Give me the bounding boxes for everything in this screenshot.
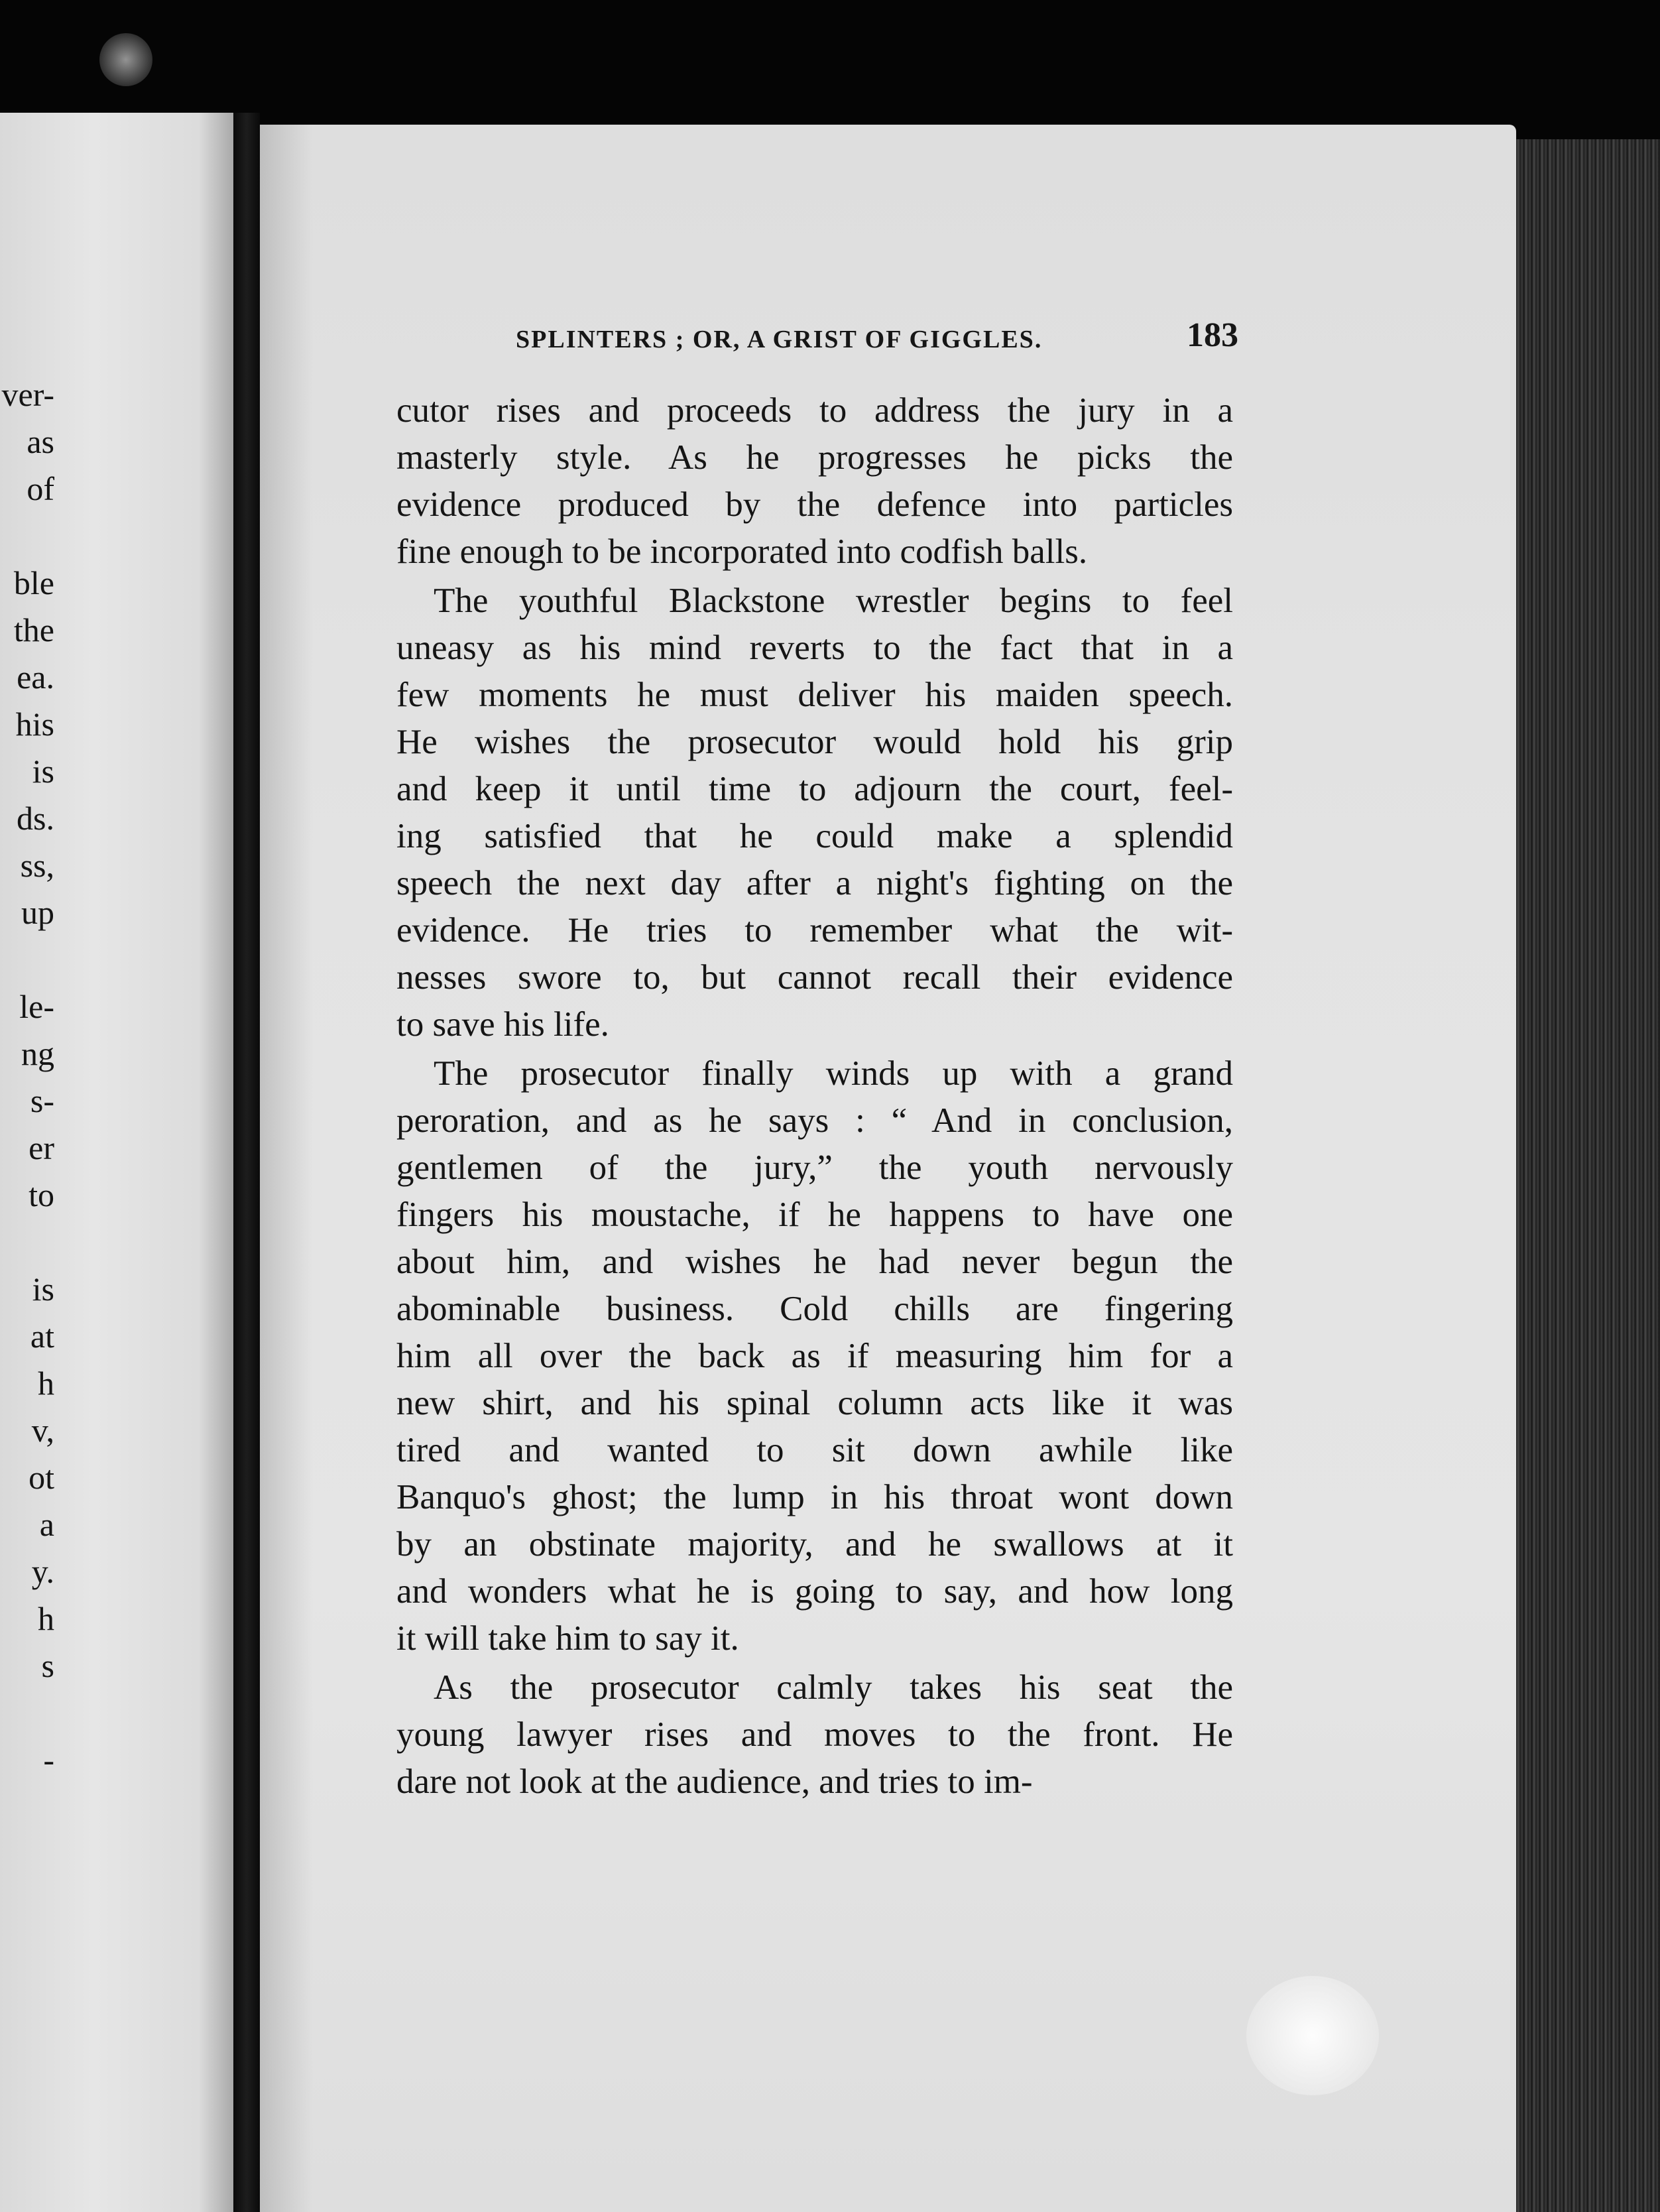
previous-page-line xyxy=(0,842,233,889)
previous-page-line xyxy=(0,1595,233,1642)
text-line: about him, and wishes he had never begun the xyxy=(396,1243,1233,1281)
previous-page-line xyxy=(0,936,233,983)
page-body-text xyxy=(396,387,1233,1806)
previous-page-line xyxy=(0,371,233,418)
previous-page-line xyxy=(0,1690,233,1737)
previous-page-fragment-text: as xyxy=(27,423,54,460)
previous-page-fragment-text: of xyxy=(27,470,54,507)
previous-page-line xyxy=(0,795,233,842)
previous-page-line xyxy=(0,1737,233,1784)
text-line: tired and wanted to sit down awhile like xyxy=(396,1431,1233,1469)
previous-page-fragment-text: h xyxy=(38,1600,54,1637)
running-head: SPLINTERS ; OR, A GRIST OF GIGGLES. xyxy=(516,326,1043,353)
previous-page-line xyxy=(0,607,233,654)
text-line: peroration, and as he says : “ And in conclusion, xyxy=(396,1101,1233,1140)
previous-page-fragment-text: ot xyxy=(29,1459,54,1496)
previous-page-line xyxy=(0,418,233,465)
text-line: evidence. He tries to remember what the wit- xyxy=(396,911,1233,950)
previous-page-fragment-text: ea. xyxy=(17,658,54,696)
previous-page-line xyxy=(0,1407,233,1454)
text-line: ing satisfied that he could make a splendid xyxy=(396,817,1233,855)
previous-page-fragment-text: the xyxy=(13,611,54,648)
text-line: cutor rises and proceeds to address the jury in a xyxy=(396,391,1233,430)
previous-page-line xyxy=(0,889,233,936)
text-line: Banquo's ghost; the lump in his throat wont down xyxy=(396,1478,1233,1516)
previous-page-fragment-text: ble xyxy=(13,564,54,601)
page-edges xyxy=(1516,139,1660,2212)
text-line: abominable business. Cold chills are fingering xyxy=(396,1290,1233,1328)
previous-page-fragment-text: er xyxy=(29,1129,54,1166)
light-smudge xyxy=(1246,1976,1379,2095)
previous-page-fragment-text: y. xyxy=(31,1553,54,1590)
previous-page-line xyxy=(0,1125,233,1172)
page-header xyxy=(516,316,1238,362)
text-line: evidence produced by the defence into particles xyxy=(396,485,1233,524)
paragraph xyxy=(396,1050,1233,1662)
previous-page-fragment-text: is xyxy=(32,1270,54,1308)
previous-page-fragment-text: up xyxy=(21,894,54,931)
text-line: young lawyer rises and moves to the front. He xyxy=(396,1715,1233,1754)
page-number: 183 xyxy=(1187,316,1238,354)
previous-page-line xyxy=(0,1030,233,1077)
text-line: speech the next day after a night's fighting on the xyxy=(396,864,1233,902)
paragraph xyxy=(396,1664,1233,1806)
previous-page-line xyxy=(0,1548,233,1595)
previous-page-fragment-text: to xyxy=(29,1176,54,1213)
text-line: gentlemen of the jury,” the youth nervously xyxy=(396,1148,1233,1187)
previous-page-fragment-text: le- xyxy=(19,988,54,1025)
previous-page-line xyxy=(0,654,233,701)
previous-page-fragment-text: h xyxy=(38,1365,54,1402)
paragraph xyxy=(396,387,1233,576)
text-line: nesses swore to, but cannot recall their evidence xyxy=(396,958,1233,997)
previous-page-line xyxy=(0,1313,233,1360)
previous-page-line xyxy=(0,983,233,1030)
book-gutter xyxy=(233,113,260,2212)
text-line: new shirt, and his spinal column acts like it was xyxy=(396,1384,1233,1422)
previous-page-line xyxy=(0,1266,233,1313)
previous-page-fragment xyxy=(0,113,233,2212)
text-line: fine enough to be incorporated into codfish balls. xyxy=(396,532,1088,571)
previous-page-line xyxy=(0,748,233,795)
text-line: masterly style. As he progresses he picks the xyxy=(396,438,1233,477)
previous-page-fragment-text: ss, xyxy=(20,847,54,884)
text-line: by an obstinate majority, and he swallows at it xyxy=(396,1525,1233,1564)
previous-page-line xyxy=(0,1501,233,1548)
page-curl-shadow xyxy=(260,125,313,2212)
text-line: and wonders what he is going to say, and how long xyxy=(396,1572,1233,1611)
text-line: to save his life. xyxy=(396,1005,609,1044)
text-line: uneasy as his mind reverts to the fact that in a xyxy=(396,629,1233,667)
previous-page-text xyxy=(0,371,233,1784)
previous-page-fragment-text: - xyxy=(43,1741,54,1778)
text-line: dare not look at the audience, and tries to im- xyxy=(396,1762,1033,1801)
text-line: He wishes the prosecutor would hold his grip xyxy=(396,723,1233,761)
text-line: and keep it until time to adjourn the court, feel- xyxy=(396,770,1233,808)
text-line: few moments he must deliver his maiden speech. xyxy=(396,676,1233,714)
previous-page-fragment-text: v, xyxy=(31,1412,54,1449)
previous-page-fragment-text: s- xyxy=(30,1082,54,1119)
previous-page-line xyxy=(0,1077,233,1125)
text-line: The prosecutor finally winds up with a grand xyxy=(434,1054,1233,1093)
previous-page-fragment-text: s xyxy=(41,1647,54,1684)
previous-page-line xyxy=(0,1642,233,1690)
light-smudge xyxy=(99,33,152,86)
previous-page-line xyxy=(0,1360,233,1407)
previous-page-fragment-text: ds. xyxy=(17,800,54,837)
previous-page-line xyxy=(0,1172,233,1219)
text-line: As the prosecutor calmly takes his seat the xyxy=(434,1668,1233,1707)
previous-page-fragment-text: his xyxy=(15,706,54,743)
text-line: him all over the back as if measuring him for a xyxy=(396,1337,1233,1375)
previous-page-line xyxy=(0,1219,233,1266)
previous-page-fragment-text: ver- xyxy=(1,376,54,413)
previous-page-fragment-text: at xyxy=(30,1318,54,1355)
paragraph xyxy=(396,578,1233,1048)
previous-page-fragment-text: is xyxy=(32,753,54,790)
text-line: The youthful Blackstone wrestler begins to feel xyxy=(434,582,1233,620)
previous-page-line xyxy=(0,465,233,513)
previous-page-line xyxy=(0,701,233,748)
previous-page-line xyxy=(0,1454,233,1501)
previous-page-fragment-text: ng xyxy=(21,1035,54,1072)
previous-page-fragment-text: a xyxy=(39,1506,54,1543)
previous-page-line xyxy=(0,513,233,560)
previous-page-line xyxy=(0,560,233,607)
text-line: fingers his moustache, if he happens to have one xyxy=(396,1196,1233,1234)
text-line: it will take him to say it. xyxy=(396,1619,739,1658)
